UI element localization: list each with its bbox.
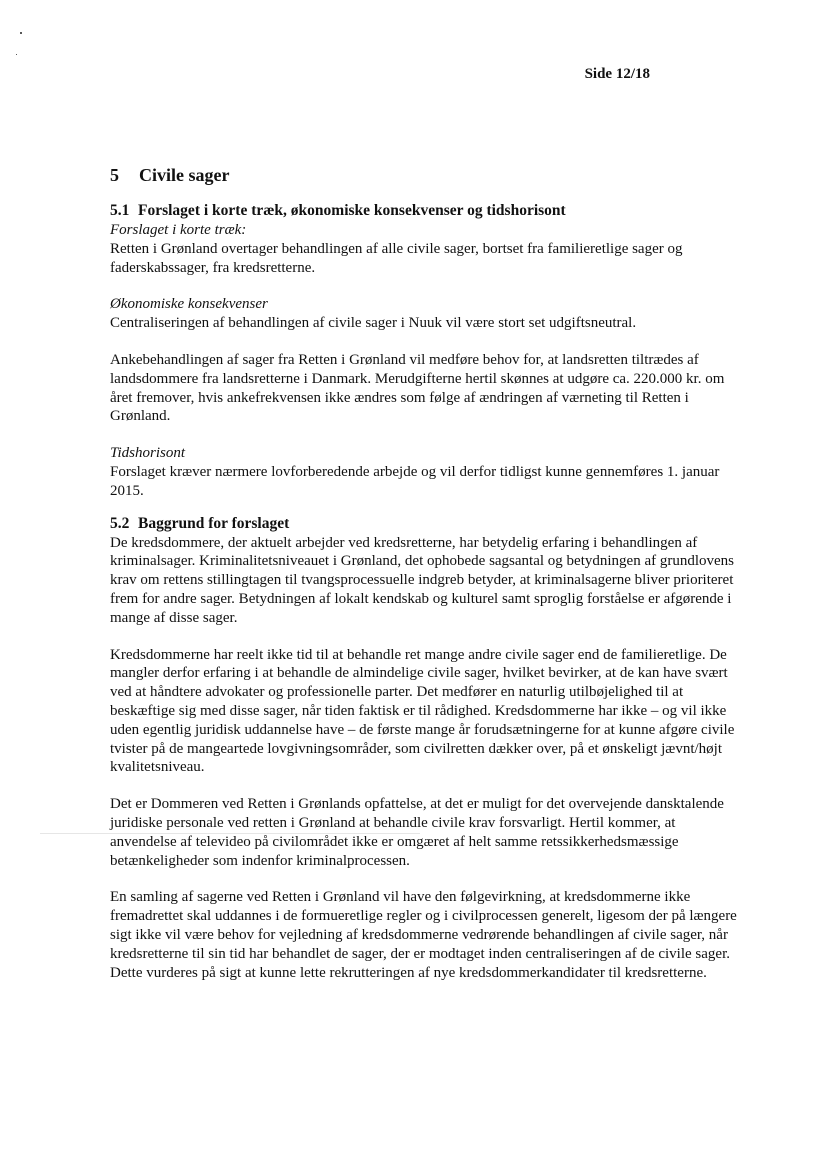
section-heading-5-1 xyxy=(110,201,738,221)
document-body xyxy=(110,163,738,982)
paragraph: Kredsdommerne har reelt ikke tid til at behandle ret mange andre civile sager end de familieretlige. De mangler derfor erfaring i at behandle de almindelige civile sager, hvilket bevirker, at de kan have svært ved at håndtere advokater og professionelle parter. Det medfører en naturlig utilbøjelighed til at beskæftige sig med disse sager, når tiden faktisk er til rådighed. Kredsdommerne har ikke – og vil ikke uden egentlig juridisk uddannelse have – de første mange år forudsætningerne for at kunne afgøre civile tvister på de mangeartede lovgivningsområder, som civilretten dækker over, på et ønskeligt jævnt/højt kvalitetsniveau. xyxy=(110,646,735,776)
chapter-heading xyxy=(110,163,738,187)
paragraph: De kredsdommere, der aktuelt arbejder ved kredsretterne, har betydelig erfaring i behandlingen af kriminalsager. Kriminalitetsniveauet i Grønland, det ophobede sagsantal og betydningen af grundlovens krav om rettens stillingtagen til tvangsprocessuelle indgreb betyder, at kriminalsagerne bliver prioriteret frem for andre sager. Betydningen af lokalt kendskab og kulturel samt sproglig forståelse er afgørende i mange af disse sager. xyxy=(110,534,735,626)
section-title: Baggrund for forslaget xyxy=(138,514,290,532)
paragraph: Retten i Grønland overtager behandlingen af alle civile sager, bortset fra familieretlige sager og faderskabssager, fra kredsretterne. xyxy=(110,240,683,276)
scan-speck xyxy=(20,32,22,34)
subheading-proposal-summary: Forslaget i korte træk: xyxy=(110,222,247,238)
paragraph: Forslaget kræver nærmere lovforberedende arbejde og vil derfor tidligst kunne gennemføres 1. januar 2015. xyxy=(110,463,720,499)
section-title: Forslaget i korte træk, økonomiske konsekvenser og tidshorisont xyxy=(138,202,566,219)
section-number: 5.2 xyxy=(110,514,130,532)
chapter-number: 5 xyxy=(110,165,119,185)
subheading-economic-consequences: Økonomiske konsekvenser xyxy=(110,296,268,313)
page-number: Side 12/18 xyxy=(584,66,650,82)
subheading-time-horizon: Tidshorisont xyxy=(110,445,186,462)
chapter-title: Civile sager xyxy=(139,165,230,185)
scan-speck xyxy=(16,54,17,55)
section-number: 5.1 xyxy=(110,202,130,219)
section-heading-5-2 xyxy=(110,514,738,534)
paragraph: Ankebehandlingen af sager fra Retten i Grønland vil medføre behov for, at landsretten tiltrædes af landsdommere fra landsretterne i Danmark. Merudgifterne hertil skønnes at udgøre ca. 220.000 kr. om året fremover, hvis ankefrekvensen ikke ændres som følge af ændringen af værneting til Retten i Grønland. xyxy=(110,351,725,425)
paragraph: Centraliseringen af behandlingen af civile sager i Nuuk vil være stort set udgiftsneutral. xyxy=(110,315,637,332)
paragraph: En samling af sagerne ved Retten i Grønland vil have den følgevirkning, at kredsdommerne ikke fremadrettet skal uddannes i de formueretlige regler og i civilprocessen generelt, ligesom der på længere sigt ikke vil være behov for vejledning af kredsdommerne vedrørende behandlingen af civile sager, når kredsretterne til sin tid har behandlet de sager, der er modtaget inden centraliseringen af de civile sager. Dette vurderes på sigt at kunne lette rekrutteringen af nye kredsdommerkandidater til kredsretterne. xyxy=(110,889,737,981)
paragraph: Det er Dommeren ved Retten i Grønlands opfattelse, at det er muligt for det overvejende dansktalende juridiske personale ved retten i Grønland at behandle civile krav forsvarligt. Hertil kommer, at anvendelse af televideo på civilområdet ikke er omgæret af helt samme retssikkerhedsmæssige betænkeligheder som indenfor kriminalprocessen. xyxy=(110,796,724,869)
